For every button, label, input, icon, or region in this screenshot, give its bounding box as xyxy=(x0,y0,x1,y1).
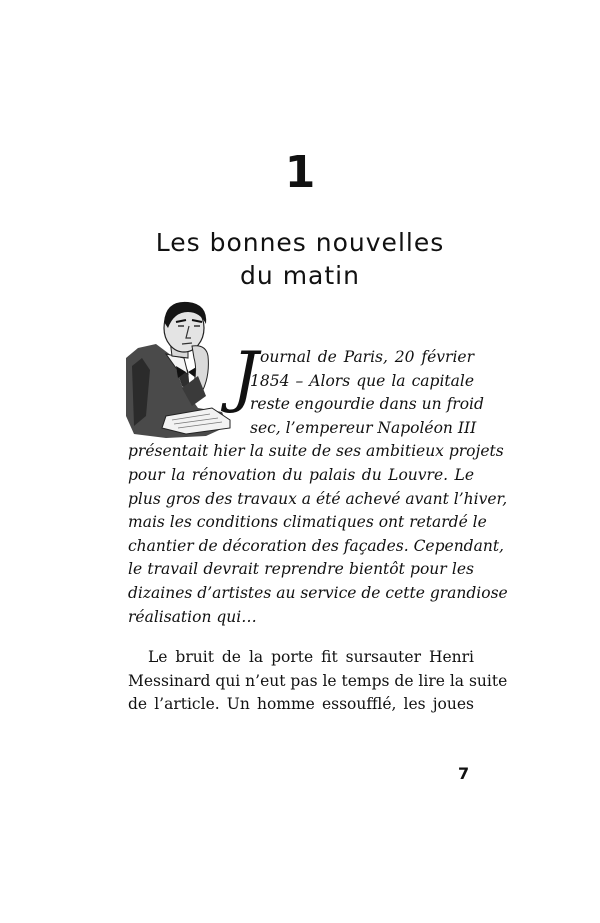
chapter-number: 1 xyxy=(284,147,316,198)
article-line: plus gros des travaux a été achevé avant l’hiver, xyxy=(128,489,508,508)
narrative-paragraph xyxy=(128,646,508,717)
article-line: pour la rénovation du palais du Louvre. Le xyxy=(128,465,474,484)
article-line: dizaines d’artistes au service de cette grandiose xyxy=(128,583,508,602)
article-line: reste engourdie dans un froid xyxy=(250,395,484,414)
article-line: chantier de décoration des façades. Cependant, xyxy=(128,536,504,555)
page-number: 7 xyxy=(458,764,470,783)
chapter-title-line-2: du matin xyxy=(240,261,360,290)
article-line: 1854 – Alors que la capitale xyxy=(250,371,474,390)
narrative-line: Le bruit de la porte fit sursauter Henri xyxy=(148,648,474,666)
narrative-line: de l’article. Un homme essoufflé, les joues xyxy=(128,695,474,714)
narrative-line: Messinard qui n’eut pas le temps de lire la suite xyxy=(128,671,508,690)
article-line: mais les conditions climatiques ont retardé le xyxy=(128,513,487,532)
article-line: ournal de Paris, 20 février xyxy=(260,348,474,366)
article-excerpt xyxy=(128,338,508,629)
chapter-title xyxy=(0,226,600,292)
article-line: le travail devrait reprendre bientôt pour les xyxy=(128,560,474,579)
article-line: réalisation qui… xyxy=(128,607,257,626)
drop-cap: J xyxy=(232,338,259,415)
chapter-title-line-1: Les bonnes nouvelles xyxy=(155,228,445,257)
article-line: présentait hier la suite de ses ambitieux projets xyxy=(128,442,504,461)
article-line: sec, l’empereur Napoléon III xyxy=(250,418,477,437)
